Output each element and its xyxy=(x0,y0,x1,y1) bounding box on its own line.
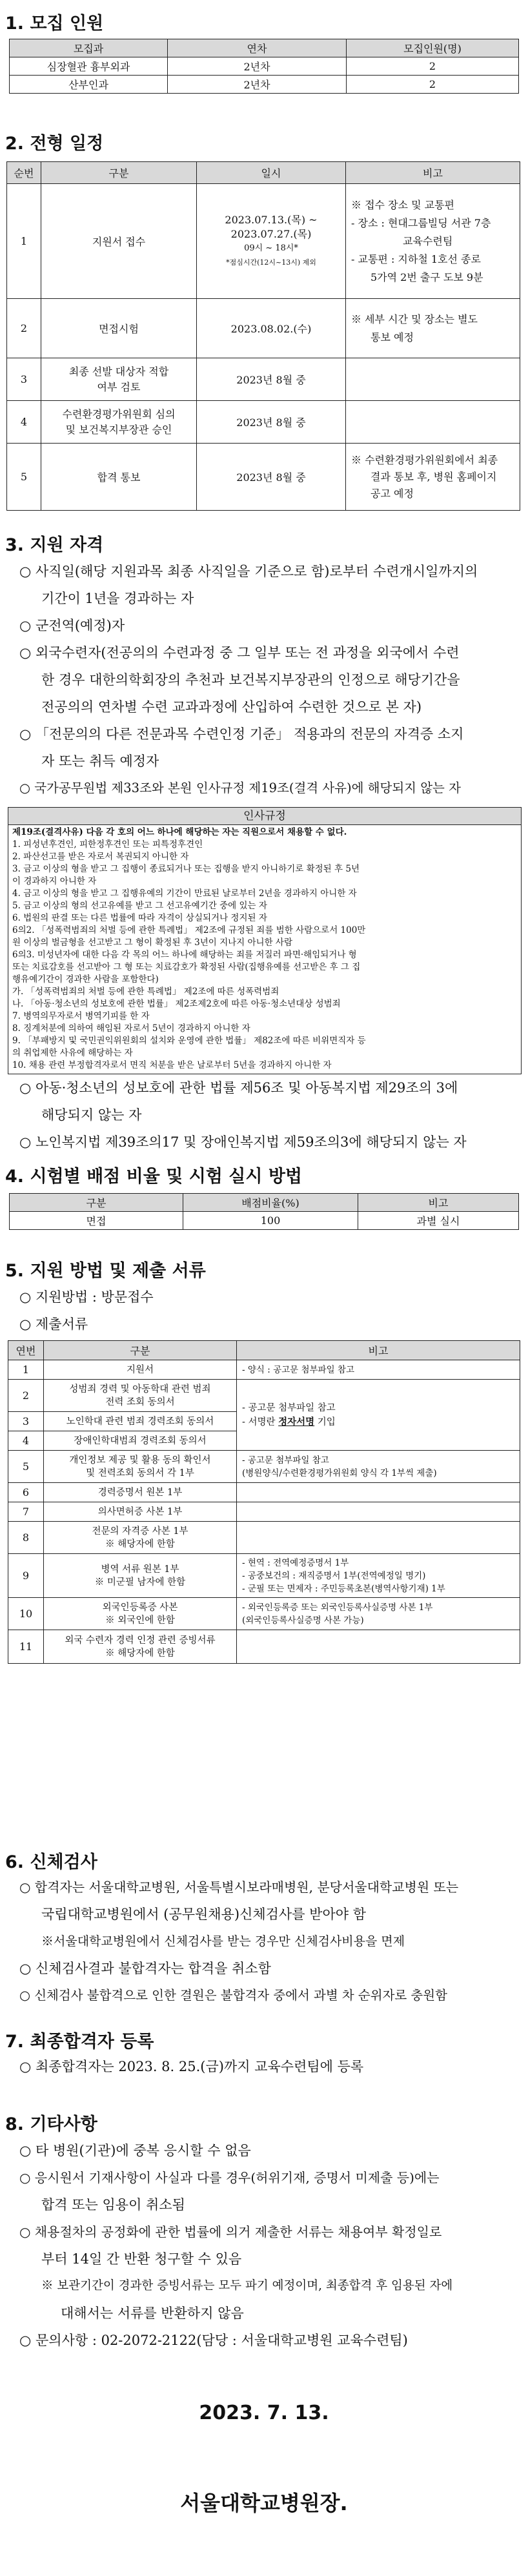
name-line: 및 보건복지부장관 승인 xyxy=(65,423,172,436)
hr-rules-box xyxy=(8,807,522,1074)
doc-note xyxy=(237,1522,520,1554)
exam-line: ○ 신체검사결과 불합격자는 합격을 취소함 xyxy=(19,1961,271,1976)
col-header: 구분 xyxy=(44,1341,237,1360)
stage-note xyxy=(346,444,520,511)
hr-rule-line: 7. 병역의무자로서 병역기피를 한 자 xyxy=(12,1011,150,1021)
stage-note xyxy=(346,299,520,358)
table-row xyxy=(8,1630,520,1664)
note-text: 기입 xyxy=(314,1416,336,1427)
qualification-line: ○ 아동·청소년의 성보호에 관한 법률 제56조 및 아동복지법 제29조의 3에 xyxy=(19,1080,458,1096)
table-cell: 2년차 xyxy=(168,76,347,94)
doc-name: 병역 서류 원본 1부 ※ 미군필 남자에 한함 xyxy=(44,1554,237,1598)
col-header: 비고 xyxy=(358,1194,519,1212)
qualification-line: ○ 국가공무원법 제33조와 본원 인사규정 제19조(결격 사유)에 해당되지 않는 자 xyxy=(19,781,461,795)
misc-line: ○ 채용절차의 공정화에 관한 법률에 의거 제출한 서류는 채용여부 확정일로 xyxy=(19,2224,442,2240)
section-4-title: 4. 시험별 배점 비율 및 시험 실시 방법 xyxy=(5,1167,302,1187)
doc-number: 3 xyxy=(8,1412,44,1431)
doc-name: 성범죄 경력 및 아동학대 관련 범죄 전력 조회 동의서 xyxy=(44,1380,237,1412)
table-row xyxy=(8,1451,520,1483)
doc-note: - 공고문 첨부파일 참고 (병원양식/수련환경평가위원회 양식 각 1부씩 제출) xyxy=(237,1451,520,1483)
name-line: 여부 검토 xyxy=(97,380,141,393)
misc-line: ○ 응시원서 기재사항이 사실과 다를 경우(허위기재, 증명서 미제출 등)에는 xyxy=(19,2170,440,2185)
doc-number: 10 xyxy=(8,1598,44,1630)
qualification-list-2 xyxy=(19,1074,523,1156)
hr-rule-line: 6의3. 미성년자에 대한 다음 각 목의 어느 하나에 해당하는 죄를 저질러 파면·해임되거나 형 xyxy=(12,950,357,960)
stage-note xyxy=(346,358,520,401)
qualification-list xyxy=(19,558,523,802)
stage-date: 2023.08.02.(수) xyxy=(197,299,346,358)
note-line xyxy=(242,1415,517,1429)
note-line: ※ 수련환경평가위원회에서 최종 xyxy=(351,453,498,466)
doc-note: - 양식 : 공고문 첨부파일 참고 xyxy=(237,1360,520,1380)
hr-rule-line: 8. 징계처분에 의하여 해임된 자로서 5년이 경과하지 아니한 자 xyxy=(12,1023,250,1034)
note-line: 결과 통보 후, 병원 홈페이지 xyxy=(371,470,497,483)
hr-rule-line: 또는 치료감호를 선고받아 그 형 또는 치료감호가 확정된 사람(집행유예를 선고받은 후 그 집 xyxy=(12,962,361,972)
qualification-line: ○ 노인복지법 제39조의17 및 장애인복지법 제59조의3에 해당되지 않는 자 xyxy=(19,1134,467,1150)
hr-rule-line: 10. 채용 관련 부정합격자로서 면직 처분을 받은 날로부터 5년을 경과하지 아니한 자 xyxy=(12,1060,332,1070)
table-row xyxy=(8,1380,520,1412)
table-cell: 면접 xyxy=(10,1212,183,1230)
documents-table xyxy=(8,1340,520,1664)
misc-line: 부터 14일 간 반환 청구할 수 있음 xyxy=(41,2251,242,2267)
qualification-line: ○ 외국수련자(전공의의 수련과정 중 그 일부 또는 전 과정을 외국에서 수련 xyxy=(19,645,460,660)
misc-line: ○ 타 병원(기관)에 중복 응시할 수 없음 xyxy=(19,2143,251,2158)
hr-rule-line: 6. 법원의 판결 또는 다른 법률에 따라 자격이 상실되거나 정지된 자 xyxy=(12,913,267,923)
method-list xyxy=(19,1283,523,1338)
note-line: 통보 예정 xyxy=(371,331,414,343)
exam-line: ※서울대학교병원에서 신체검사를 받는 경우만 신체검사비용을 면제 xyxy=(41,1934,405,1948)
section-3-title: 3. 지원 자격 xyxy=(5,535,104,555)
table-row xyxy=(8,1554,520,1598)
misc-line: ○ 문의사항 : 02-2072-2122(담당 : 서울대학교병원 교육수련팀) xyxy=(19,2333,408,2348)
doc-note-merged xyxy=(237,1380,520,1451)
misc-list xyxy=(19,2137,523,2354)
date-line: 09시 ~ 18시* xyxy=(244,243,298,253)
col-header: 일시 xyxy=(197,162,346,184)
hr-rule-line: 1. 피성년후견인, 피한정후견인 또는 피특정후견인 xyxy=(12,839,203,850)
note-line: 5가역 2번 출구 도보 9분 xyxy=(371,271,483,283)
hr-rule-line: 9. 「부패방지 및 국민권익위원회의 설치와 운영에 관한 법률」 제82조에 따른 비위면직자 등 xyxy=(12,1036,366,1046)
col-header: 모집인원(명) xyxy=(347,39,519,57)
section-2-title: 2. 전형 일정 xyxy=(5,134,104,154)
stage-name xyxy=(41,358,197,401)
issuer: 서울대학교병원장. xyxy=(180,2491,348,2515)
doc-name: 경력증명서 원본 1부 xyxy=(44,1483,237,1502)
stage-name: 면접시험 xyxy=(41,299,197,358)
scoring-table xyxy=(9,1193,519,1230)
date-line: *점심시간(12시~13시) 제외 xyxy=(226,258,316,267)
row-number: 5 xyxy=(7,444,41,511)
stage-name: 지원서 접수 xyxy=(41,184,197,299)
row-number: 1 xyxy=(7,184,41,299)
hr-rules-lines xyxy=(8,825,521,1073)
note-line: - 교통편 : 지하철 1호선 종로 xyxy=(351,252,481,265)
doc-number: 1 xyxy=(8,1360,44,1380)
qualification-line: 자 또는 취득 예정자 xyxy=(41,753,159,769)
hr-rule-line: 제19조(결격사유) 다음 각 호의 어느 하나에 해당하는 자는 직원으로서 채용할 수 없다. xyxy=(12,827,347,837)
col-header: 모집과 xyxy=(10,39,168,57)
table-row xyxy=(8,1483,520,1502)
stage-date: 2023년 8월 중 xyxy=(197,358,346,401)
hr-rule-line: 가. 「성폭력범죄의 처벌 등에 관한 특례법」 제2조에 따른 성폭력범죄 xyxy=(12,986,279,997)
hr-rule-line: 원 이상의 벌금형을 선고받고 그 형이 확정된 후 3년이 지나지 아니한 사람 xyxy=(12,937,292,948)
schedule-table xyxy=(6,161,520,511)
doc-note: - 현역 : 전역예정증명서 1부 - 공중보건의 : 재직증명서 1부(전역예정일 명기) - 군필 또는 면제자 : 주민등록초본(병역사항기재) 1부 xyxy=(237,1554,520,1598)
qualification-line: 한 경우 대한의학회장의 추천과 보건복지부장관의 인정으로 해당기간을 xyxy=(41,672,460,688)
date-line: 2023.07.27.(목) xyxy=(230,227,312,240)
qualification-line: 해당되지 않는 자 xyxy=(41,1107,142,1123)
registration-list xyxy=(19,2053,523,2080)
hr-rule-line: 행유예기간이 경과한 사람을 포함한다) xyxy=(12,974,159,985)
table-row xyxy=(8,1598,520,1630)
stage-name xyxy=(41,401,197,444)
doc-note xyxy=(237,1630,520,1664)
hr-rule-line: 4. 금고 이상의 형을 받고 그 집행유예의 기간이 만료된 날로부터 2년을 경과하지 아니한 자 xyxy=(12,888,357,899)
section-7-title: 7. 최종합격자 등록 xyxy=(5,2032,154,2052)
exam-line: ○ 합격자는 서울대학교병원, 서울특별시보라매병원, 분당서울대학교병원 또는 xyxy=(19,1879,459,1895)
table-row xyxy=(8,1502,520,1522)
doc-number: 4 xyxy=(8,1431,44,1451)
hr-rule-line: 2. 파산선고를 받은 자로서 복권되지 아니한 자 xyxy=(12,852,189,862)
table-row xyxy=(8,1360,520,1380)
registration-line: ○ 최종합격자는 2023. 8. 25.(금)까지 교육수련팀에 등록 xyxy=(19,2059,364,2074)
stage-note xyxy=(346,401,520,444)
hr-rule-line: 의 취업제한 사유에 해당하는 자 xyxy=(12,1048,133,1058)
stage-note xyxy=(346,184,520,299)
note-text: - 서명란 xyxy=(242,1416,279,1427)
stage-date: 2023년 8월 중 xyxy=(197,444,346,511)
section-8-title: 8. 기타사항 xyxy=(5,2114,97,2134)
name-line: 최종 선발 대상자 적합 xyxy=(68,365,169,378)
table-cell: 100 xyxy=(183,1212,358,1230)
note-line: - 공고문 첨부파일 참고 xyxy=(242,1402,336,1413)
exam-line: 국립대학교병원에서 (공무원채용)신체검사를 받아야 함 xyxy=(41,1906,366,1922)
doc-note xyxy=(237,1502,520,1522)
misc-line: ※ 보관기간이 경과한 증빙서류는 모두 파기 예정이며, 최종합격 후 임용된 자에 xyxy=(41,2279,453,2293)
note-line: 공고 예정 xyxy=(371,487,414,500)
col-header: 연차 xyxy=(168,39,347,57)
qualification-line: 기간이 1년을 경과하는 자 xyxy=(41,591,194,606)
table-cell: 심장혈관 흉부외과 xyxy=(10,57,168,76)
stage-date xyxy=(197,184,346,299)
note-line: ※ 세부 시간 및 장소는 별도 xyxy=(351,312,478,325)
exam-line: ○ 신체검사 불합격으로 인한 결원은 불합격자 중에서 과별 차 순위자로 충원함 xyxy=(19,1988,447,2003)
table-cell: 2 xyxy=(347,57,519,76)
doc-note xyxy=(237,1483,520,1502)
hr-rule-line: 5. 금고 이상의 형의 선고유예를 받고 그 선고유예기간 중에 있는 자 xyxy=(12,901,267,911)
doc-name: 노인학대 관련 범죄 경력조회 동의서 xyxy=(44,1412,237,1431)
col-header: 순번 xyxy=(7,162,41,184)
row-number: 4 xyxy=(7,401,41,444)
doc-name: 의사면허증 사본 1부 xyxy=(44,1502,237,1522)
table-cell: 2 xyxy=(347,76,519,94)
doc-name: 외국인등록증 사본 ※ 외국인에 한함 xyxy=(44,1598,237,1630)
misc-line: 합격 또는 임용이 취소됨 xyxy=(41,2197,185,2213)
note-line: ※ 접수 장소 및 교통편 xyxy=(351,198,454,211)
hr-rule-line: 나. 「아동·청소년의 성보호에 관한 법률」 제2조제2호에 따른 아동·청소년대상 성범죄 xyxy=(12,999,341,1009)
col-header: 배점비율(%) xyxy=(183,1194,358,1212)
col-header: 연번 xyxy=(8,1341,44,1360)
note-line: - 장소 : 현대그룹빌딩 서관 7층 xyxy=(351,216,491,229)
table-cell: 과별 실시 xyxy=(358,1212,519,1230)
doc-number: 8 xyxy=(8,1522,44,1554)
table-cell: 2년차 xyxy=(168,57,347,76)
row-number: 2 xyxy=(7,299,41,358)
col-header: 비고 xyxy=(346,162,520,184)
qualification-line: ○ 사직일(해당 지원과목 최종 사직일을 기준으로 함)로부터 수련개시일까지의 xyxy=(19,564,478,579)
col-header: 구분 xyxy=(41,162,197,184)
section-6-title: 6. 신체검사 xyxy=(5,1852,97,1872)
hr-rules-title: 인사규정 xyxy=(8,808,521,825)
col-header: 구분 xyxy=(10,1194,183,1212)
doc-name: 장애인학대범죄 경력조회 동의서 xyxy=(44,1431,237,1451)
qualification-line: ○ 「전문의의 다른 전문과목 수련인정 기준」 적용과의 전문의 자격증 소지 xyxy=(19,726,464,742)
row-number: 3 xyxy=(7,358,41,401)
name-line: 수련환경평가위원회 심의 xyxy=(62,407,176,420)
notice-date: 2023. 7. 13. xyxy=(199,2402,329,2424)
qualification-line: 전공의의 연차별 수련 교과과정에 산입하여 수련한 것으로 본 자) xyxy=(41,699,422,715)
col-header: 비고 xyxy=(237,1341,520,1360)
qualification-line: ○ 군전역(예정)자 xyxy=(19,618,125,633)
note-line: 교육수련팀 xyxy=(403,234,453,247)
section-1-title: 1. 모집 인원 xyxy=(5,14,104,34)
physical-exam-list xyxy=(19,1874,523,2009)
note-emphasis: 정자서명 xyxy=(278,1416,315,1427)
hr-rule-line: 6의2. 「성폭력범죄의 처벌 등에 관한 특례법」 제2조에 규정된 죄를 범한 사람으로서 100만 xyxy=(12,925,366,935)
stage-date: 2023년 8월 중 xyxy=(197,401,346,444)
doc-name: 개인정보 제공 및 활용 동의 확인서 및 전력조회 동의서 각 1부 xyxy=(44,1451,237,1483)
table-cell: 산부인과 xyxy=(10,76,168,94)
doc-number: 6 xyxy=(8,1483,44,1502)
doc-number: 11 xyxy=(8,1630,44,1664)
method-line: ○ 제출서류 xyxy=(19,1316,88,1332)
doc-number: 7 xyxy=(8,1502,44,1522)
doc-number: 5 xyxy=(8,1451,44,1483)
recruit-table xyxy=(9,39,519,94)
misc-line: 대해서는 서류를 반환하지 않음 xyxy=(61,2305,244,2321)
doc-name: 외국 수련자 경력 인정 관련 증빙서류 ※ 해당자에 한함 xyxy=(44,1630,237,1664)
table-row xyxy=(8,1522,520,1554)
doc-name: 지원서 xyxy=(44,1360,237,1380)
section-5-title: 5. 지원 방법 및 제출 서류 xyxy=(5,1261,206,1281)
doc-number: 2 xyxy=(8,1380,44,1412)
doc-number: 9 xyxy=(8,1554,44,1598)
doc-note: - 외국인등록증 또는 외국인등록사실증명 사본 1부 (외국인등록사실증명 사본 가능) xyxy=(237,1598,520,1630)
doc-name: 전문의 자격증 사본 1부 ※ 해당자에 한함 xyxy=(44,1522,237,1554)
hr-rule-line: 이 경과하지 아니한 자 xyxy=(12,876,97,886)
hr-rule-line: 3. 금고 이상의 형을 받고 그 집행이 종료되거나 또는 집행을 받지 아니하기로 확정된 후 5년 xyxy=(12,864,360,874)
stage-name: 합격 통보 xyxy=(41,444,197,511)
date-line: 2023.07.13.(목) ~ xyxy=(225,213,318,226)
method-line: ○ 지원방법 : 방문접수 xyxy=(19,1289,154,1305)
